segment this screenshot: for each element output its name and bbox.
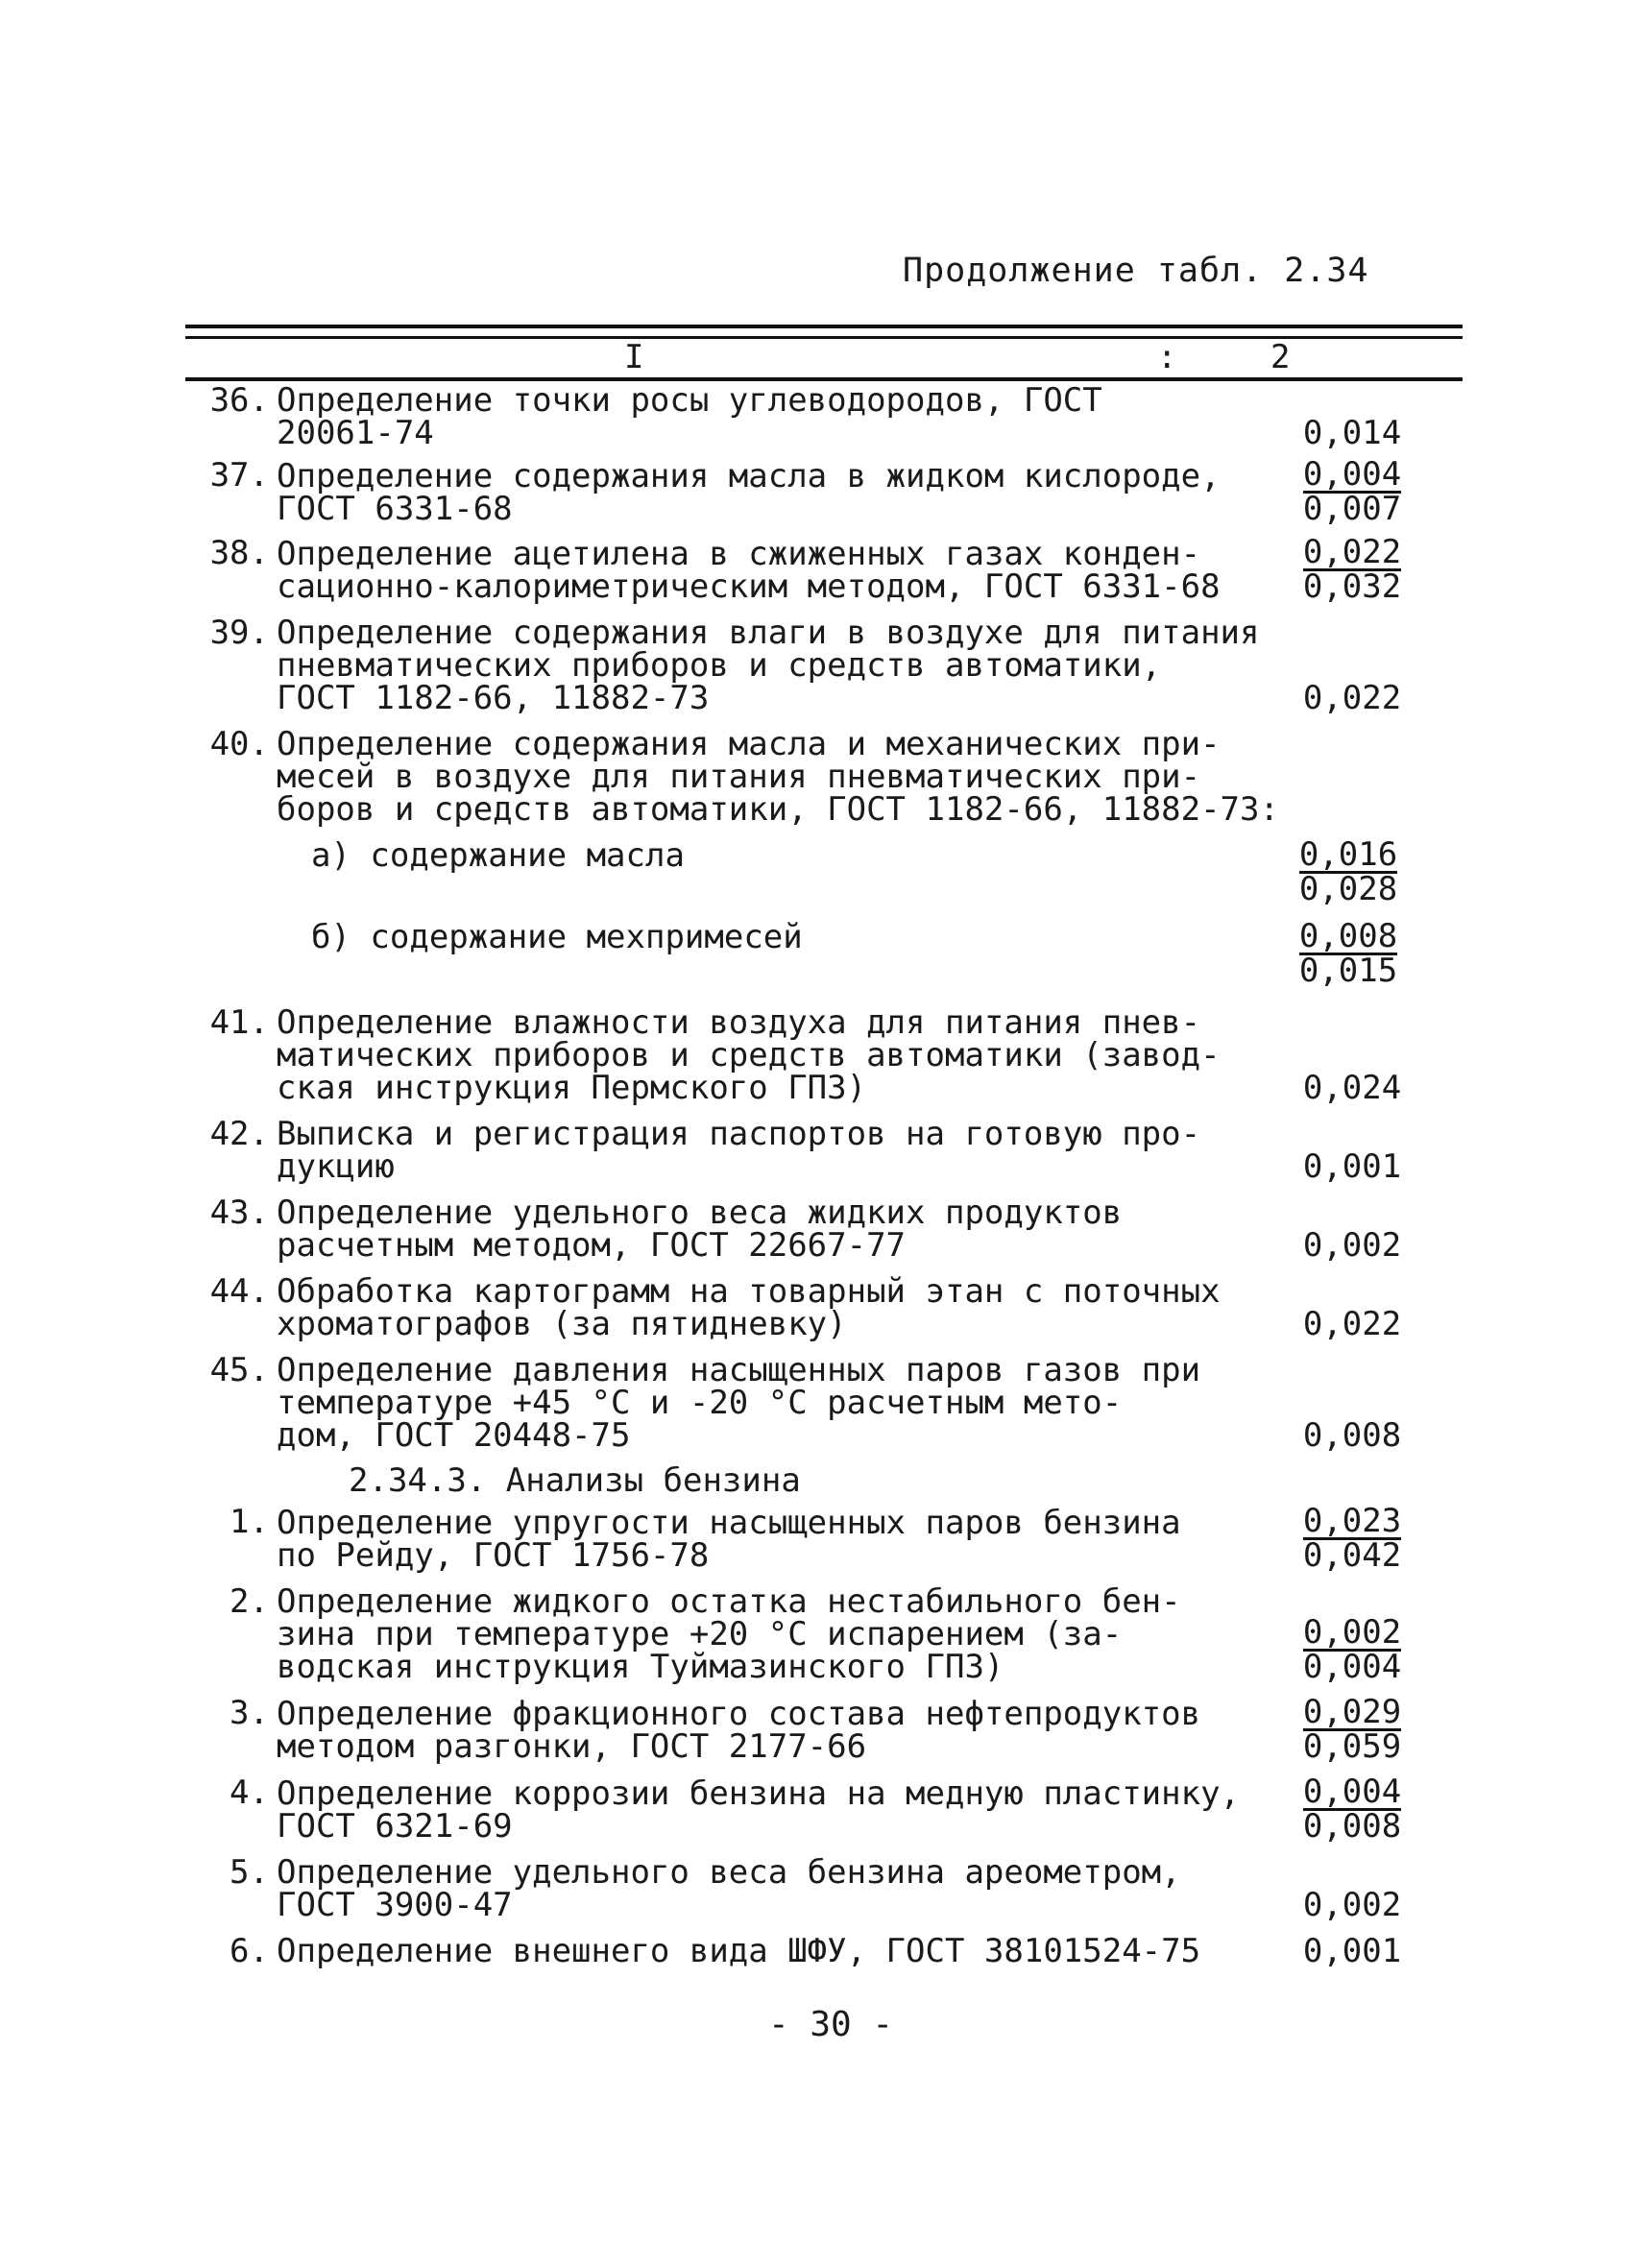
- row-text: Определение давления насыщенных паров газов при температуре +45 °С и -20 °С расчетным мето- дом, ГОСТ 20448-75: [277, 1351, 1201, 1455]
- row-text: Определение жидкого остатка нестабильного бен- зина при температуре +20 °С испарением (за- водская инструкция Туймазинского ГПЗ): [277, 1582, 1181, 1686]
- row-number: 45.: [209, 1351, 269, 1389]
- table-top-rule: [185, 325, 1463, 328]
- row-text: Определение фракционного состава нефтепродуктов методом разгонки, ГОСТ 2177-66: [277, 1695, 1201, 1766]
- column-1-header: I: [624, 338, 644, 376]
- fraction-numerator: 0,002: [1302, 1613, 1402, 1652]
- row-value: 0,022: [1302, 679, 1402, 717]
- page-number: - 30 -: [768, 2005, 894, 2044]
- row-value: [1267, 917, 1430, 990]
- table-row: [185, 614, 1472, 717]
- row-number: 39.: [209, 614, 269, 652]
- row-text: Выписка и регистрация паспортов на готовую про- дукцию: [277, 1115, 1201, 1186]
- table-row: [185, 1003, 1472, 1107]
- row-text: Определение влажности воздуха для питания пнев- матических приборов и средств автоматики (завод- ская инструкция Пермского ГПЗ): [277, 1003, 1221, 1107]
- column-separator: :: [1157, 338, 1177, 376]
- fraction-numerator: 0,008: [1298, 917, 1398, 955]
- table-row: [185, 1773, 1472, 1846]
- fraction-numerator: 0,004: [1302, 1773, 1402, 1811]
- row-text: Определение упругости насыщенных паров бензина по Рейду, ГОСТ 1756-78: [277, 1504, 1181, 1575]
- table-row: [185, 1693, 1472, 1766]
- fraction-denominator: 0,007: [1302, 490, 1402, 528]
- table-row: [185, 1115, 1472, 1186]
- table-row: [185, 455, 1472, 528]
- table-row: [185, 917, 1472, 990]
- row-number: 43.: [209, 1194, 269, 1232]
- row-value: 0,001: [1302, 1932, 1402, 1970]
- row-value: [1270, 1502, 1434, 1575]
- row-value: [1267, 835, 1430, 908]
- fraction-numerator: 0,029: [1302, 1693, 1402, 1731]
- row-text: а) содержание масла: [311, 836, 685, 875]
- fraction-denominator: 0,042: [1302, 1536, 1402, 1575]
- fraction: [1298, 917, 1398, 990]
- table-row: [185, 1932, 1472, 1970]
- row-value: [1270, 533, 1434, 606]
- fraction: [1302, 1613, 1402, 1686]
- row-text: Определение точки росы углеводородов, ГОСТ 20061-74: [277, 381, 1102, 452]
- row-value: 0,001: [1302, 1147, 1402, 1186]
- row-text: Определение содержания масла и механических при- месей в воздухе для питания пневматических при- боров и средств автоматики, ГОСТ 1182-66, 11882-73:: [277, 725, 1279, 829]
- table-row: [185, 1502, 1472, 1575]
- row-value: 0,022: [1302, 1305, 1402, 1343]
- table-row: [185, 1351, 1472, 1455]
- row-number: 3.: [230, 1694, 269, 1732]
- section-title: 2.34.3. Анализы бензина: [349, 1461, 801, 1500]
- row-number: 6.: [230, 1932, 269, 1970]
- fraction-numerator: 0,022: [1302, 533, 1402, 571]
- row-text: Определение удельного веса бензина ареометром, ГОСТ 3900-47: [277, 1853, 1181, 1924]
- row-text: б) содержание мехпримесей: [311, 918, 803, 956]
- fraction: [1298, 835, 1398, 908]
- row-value: [1270, 1693, 1434, 1766]
- column-2-header: 2: [1270, 338, 1291, 376]
- row-value: 0,014: [1302, 414, 1402, 452]
- fraction: [1302, 1693, 1402, 1766]
- fraction-denominator: 0,008: [1302, 1807, 1402, 1846]
- row-number: 5.: [230, 1853, 269, 1892]
- row-text: Определение удельного веса жидких продуктов расчетным методом, ГОСТ 22667-77: [277, 1194, 1123, 1265]
- row-text: Определение содержания масла в жидком кислороде, ГОСТ 6331-68: [277, 457, 1221, 528]
- row-number: 2.: [230, 1582, 269, 1621]
- row-value: 0,002: [1302, 1886, 1402, 1924]
- row-text: Определение внешнего вида ШФУ, ГОСТ 38101524-75: [277, 1932, 1201, 1970]
- fraction: [1302, 533, 1402, 606]
- fraction: [1302, 455, 1402, 528]
- row-value: [1270, 455, 1434, 528]
- fraction-denominator: 0,059: [1302, 1727, 1402, 1766]
- row-number: 42.: [209, 1115, 269, 1153]
- fraction-numerator: 0,023: [1302, 1502, 1402, 1540]
- row-number: 40.: [209, 725, 269, 763]
- fraction-numerator: 0,004: [1302, 455, 1402, 494]
- row-number: 37.: [209, 456, 269, 495]
- row-text: Определение ацетилена в сжиженных газах конден- сационно-калориметрическим методом, ГОСТ 6331-68: [277, 535, 1221, 606]
- row-value: 0,024: [1302, 1069, 1402, 1107]
- table-row: [185, 835, 1472, 908]
- fraction: [1302, 1773, 1402, 1846]
- fraction-denominator: 0,015: [1298, 952, 1398, 990]
- row-number: 38.: [209, 534, 269, 572]
- table-row: [185, 381, 1472, 452]
- table-row: [185, 533, 1472, 606]
- row-text: Обработка картограмм на товарный этан с поточных хроматографов (за пятидневку): [277, 1272, 1221, 1343]
- table-row: [185, 1272, 1472, 1343]
- table-row: [185, 1582, 1472, 1686]
- table-body: [185, 381, 1472, 1970]
- fraction-denominator: 0,004: [1302, 1648, 1402, 1686]
- row-number: 36.: [209, 381, 269, 420]
- row-number: 44.: [209, 1272, 269, 1311]
- fraction: [1302, 1502, 1402, 1575]
- row-value: 0,008: [1302, 1416, 1402, 1455]
- fraction-denominator: 0,032: [1302, 567, 1402, 606]
- row-number: 41.: [209, 1003, 269, 1042]
- row-text: Определение содержания влаги в воздухе для питания пневматических приборов и средств автоматики, ГОСТ 1182-66, 11882-73: [277, 614, 1260, 717]
- row-number: 1.: [230, 1503, 269, 1541]
- table-row: [185, 1853, 1472, 1924]
- row-value: 0,002: [1302, 1226, 1402, 1265]
- fraction-denominator: 0,028: [1298, 870, 1398, 908]
- row-number: 4.: [230, 1773, 269, 1812]
- table-row: [185, 1194, 1472, 1265]
- row-value: [1270, 1613, 1434, 1686]
- row-text: Определение коррозии бензина на медную пластинку, ГОСТ 6321-69: [277, 1774, 1241, 1846]
- table-caption: Продолжение табл. 2.34: [903, 252, 1369, 290]
- fraction-numerator: 0,016: [1298, 835, 1398, 874]
- table-row: [185, 725, 1472, 829]
- row-value: [1270, 1773, 1434, 1846]
